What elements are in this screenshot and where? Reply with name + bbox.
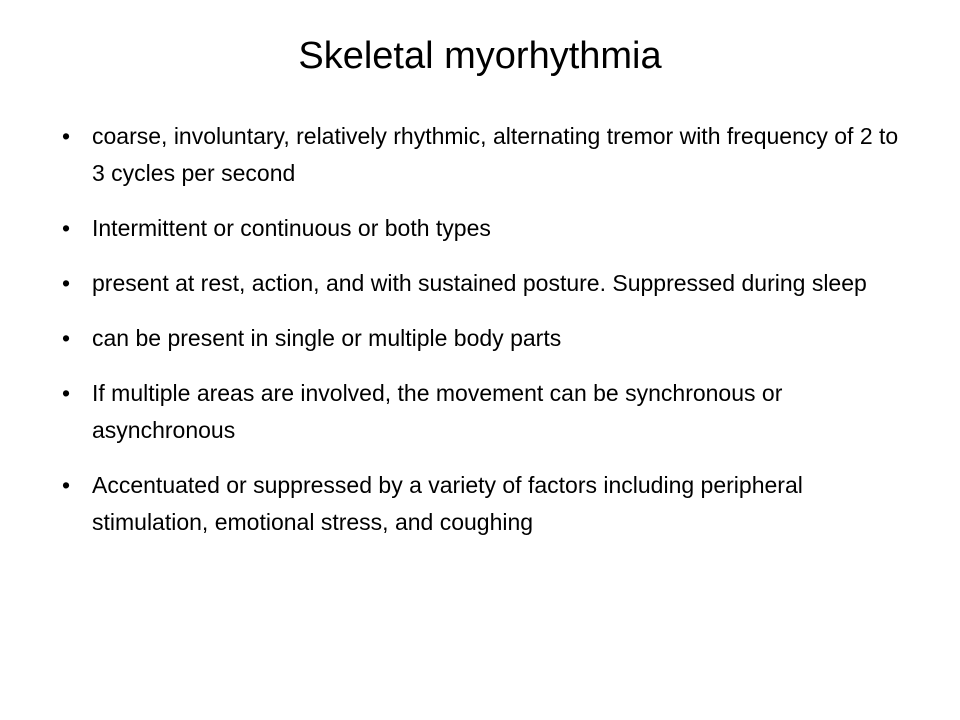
bullet-item [62,118,912,192]
bullet-item [62,320,912,357]
slide-title: Skeletal myorhythmia [298,35,662,77]
bullet-text: Accentuated or suppressed by a variety of factors including peripheral stimulation, emotional stress, and coughing [92,472,803,535]
bullet-item [62,210,912,247]
bullet-item [62,375,912,449]
bullet-text: coarse, involuntary, relatively rhythmic, alternating tremor with frequency of 2 to 3 cycles per second [92,123,899,186]
bullet-icon: • [62,123,71,149]
bullet-icon: • [62,270,71,296]
bullet-text: If multiple areas are involved, the movement can be synchronous or asynchronous [92,380,783,443]
bullet-text: present at rest, action, and with sustained posture. Suppressed during sleep [92,270,867,296]
bullet-text: can be present in single or multiple body parts [92,325,562,351]
bullet-icon: • [62,215,71,241]
bullet-item [62,467,912,541]
bullet-list [62,118,912,559]
bullet-icon: • [62,325,71,351]
bullet-icon: • [62,380,71,406]
bullet-item [62,265,912,302]
bullet-text: Intermittent or continuous or both types [92,215,491,241]
bullet-icon: • [62,472,71,498]
